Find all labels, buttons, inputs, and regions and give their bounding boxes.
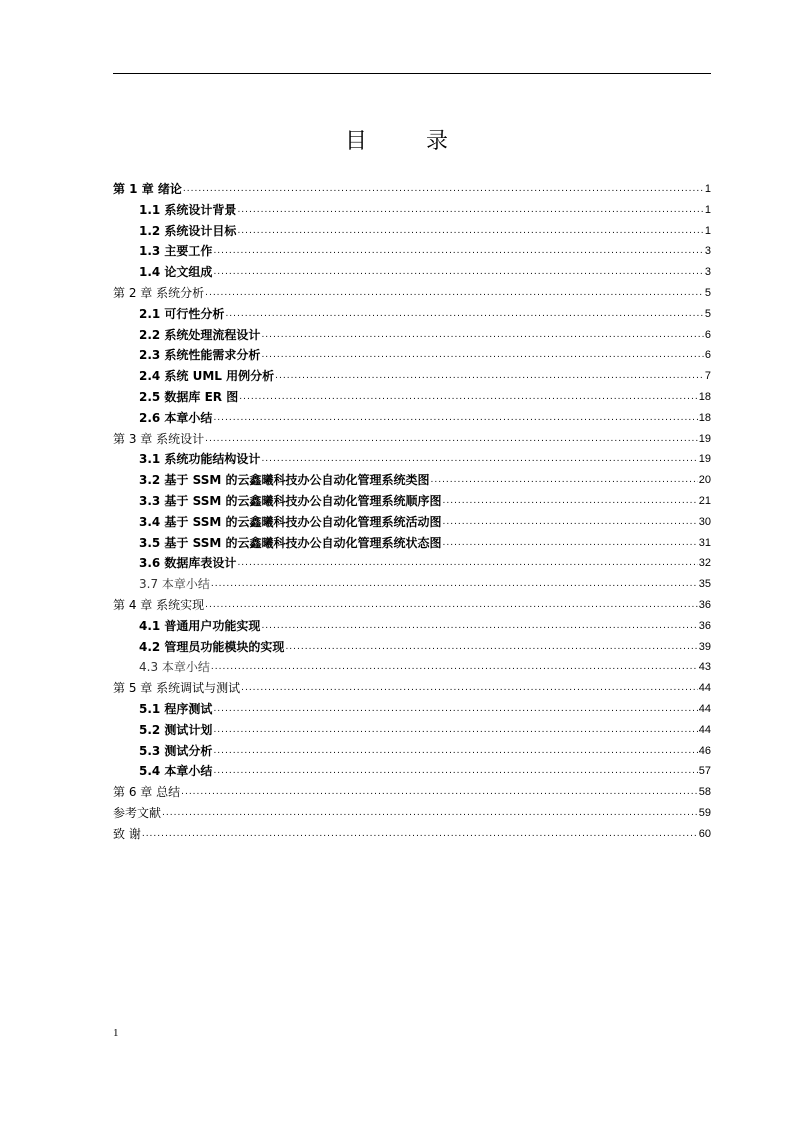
page-title: 目 录 — [345, 129, 474, 154]
toc-dot-leader — [211, 657, 698, 678]
toc-entry[interactable] — [113, 574, 711, 595]
toc-entry[interactable] — [113, 470, 711, 491]
toc-entry-page: 21 — [698, 494, 711, 507]
toc-entry[interactable] — [113, 179, 711, 200]
toc-dot-leader — [205, 429, 698, 450]
toc-entry-page: 60 — [698, 827, 711, 840]
toc-entry-page: 5 — [704, 286, 711, 299]
toc-entry-title: 2.6 本章小结 — [139, 410, 213, 425]
toc-dot-leader — [241, 678, 698, 699]
toc-dot-leader — [261, 325, 703, 346]
toc-entry-title: 3.6 数据库表设计 — [139, 556, 237, 571]
toc-dot-leader — [205, 283, 704, 304]
toc-entry-page: 57 — [698, 765, 711, 778]
toc-dot-leader — [213, 761, 697, 782]
toc-entry[interactable] — [113, 408, 711, 429]
toc-entry-page: 36 — [698, 598, 711, 611]
toc-entry-title: 5.3 测试分析 — [139, 743, 213, 758]
toc-entry[interactable] — [113, 637, 711, 658]
toc-entry[interactable] — [113, 241, 711, 262]
toc-dot-leader — [285, 637, 697, 658]
toc-entry-title: 3.5 基于 SSM 的云鑫曦科技办公自动化管理系统状态图 — [139, 535, 442, 550]
toc-entry-title: 5.4 本章小结 — [139, 764, 213, 779]
toc-entry-title: 4.1 普通用户功能实现 — [139, 618, 261, 633]
toc-entry[interactable] — [113, 803, 711, 824]
toc-dot-leader — [183, 179, 704, 200]
toc-entry-title: 第 2 章 系统分析 — [113, 285, 205, 300]
toc-entry[interactable] — [113, 595, 711, 616]
toc-entry-page: 6 — [704, 328, 711, 341]
toc-entry[interactable] — [113, 720, 711, 741]
toc-entry-page: 59 — [698, 806, 711, 819]
toc-dot-leader — [442, 533, 697, 554]
toc-entry-title: 第 3 章 系统设计 — [113, 431, 205, 446]
toc-entry-title: 3.7 本章小结 — [139, 577, 210, 592]
toc-dot-leader — [162, 803, 698, 824]
toc-dot-leader — [213, 699, 697, 720]
toc-entry-page: 44 — [698, 682, 711, 695]
toc-entry-title: 2.2 系统处理流程设计 — [139, 327, 261, 342]
toc-dot-leader — [275, 366, 704, 387]
toc-entry-page: 19 — [698, 453, 711, 466]
toc-entry[interactable] — [113, 491, 711, 512]
toc-dot-leader — [237, 200, 703, 221]
toc-entry[interactable] — [113, 449, 711, 470]
toc-entry-page: 36 — [698, 619, 711, 632]
toc-entry[interactable] — [113, 429, 711, 450]
toc-entry[interactable] — [113, 782, 711, 803]
toc-entry-title: 5.1 程序测试 — [139, 701, 213, 716]
toc-entry[interactable] — [113, 741, 711, 762]
toc-entry-page: 3 — [704, 266, 711, 279]
toc-entry-title: 4.3 本章小结 — [139, 660, 210, 675]
toc-entry-page: 6 — [704, 349, 711, 362]
toc-entry[interactable] — [113, 304, 711, 325]
toc-entry[interactable] — [113, 678, 711, 699]
toc-entry-page: 30 — [698, 515, 711, 528]
toc-entry[interactable] — [113, 533, 711, 554]
toc-dot-leader — [237, 221, 703, 242]
toc-entry-page: 5 — [704, 307, 711, 320]
toc-entry-page: 31 — [698, 536, 711, 549]
toc-dot-leader — [261, 449, 697, 470]
toc-entry[interactable] — [113, 387, 711, 408]
toc-entry-title: 2.1 可行性分析 — [139, 306, 225, 321]
toc-dot-leader — [442, 491, 697, 512]
toc-entry[interactable] — [113, 325, 711, 346]
toc-entry-page: 43 — [698, 661, 711, 674]
toc-entry-title: 致 谢 — [113, 826, 141, 841]
toc-entry[interactable] — [113, 283, 711, 304]
toc-dot-leader — [261, 616, 697, 637]
toc-entry-title: 1.1 系统设计背景 — [139, 202, 237, 217]
toc-entry-title: 1.4 论文组成 — [139, 265, 213, 280]
toc-entry-page: 19 — [698, 432, 711, 445]
toc-entry[interactable] — [113, 200, 711, 221]
header-rule — [113, 73, 711, 74]
toc-entry-page: 18 — [698, 411, 711, 424]
toc-entry-title: 第 5 章 系统调试与测试 — [113, 681, 241, 696]
toc-entry[interactable] — [113, 553, 711, 574]
toc-entry-page: 1 — [704, 224, 711, 237]
toc-dot-leader — [213, 262, 703, 283]
toc-entry-page: 1 — [704, 203, 711, 216]
toc-entry-title: 3.3 基于 SSM 的云鑫曦科技办公自动化管理系统顺序图 — [139, 493, 442, 508]
toc-entry-page: 39 — [698, 640, 711, 653]
toc-dot-leader — [205, 595, 698, 616]
toc-entry-title: 4.2 管理员功能模块的实现 — [139, 639, 285, 654]
toc-entry-title: 5.2 测试计划 — [139, 722, 213, 737]
toc-entry-title: 2.4 系统 UML 用例分析 — [139, 369, 275, 384]
toc-entry[interactable] — [113, 616, 711, 637]
toc-entry-page: 7 — [704, 370, 711, 383]
toc-entry-title: 3.2 基于 SSM 的云鑫曦科技办公自动化管理系统类图 — [139, 473, 430, 488]
toc-entry-page: 18 — [698, 390, 711, 403]
toc-entry-title: 第 6 章 总结 — [113, 785, 181, 800]
footer-page-number: 1 — [113, 1027, 119, 1039]
toc-entry-title: 1.2 系统设计目标 — [139, 223, 237, 238]
toc-entry[interactable] — [113, 512, 711, 533]
toc-entry[interactable] — [113, 366, 711, 387]
toc-entry-title: 第 4 章 系统实现 — [113, 597, 205, 612]
toc-dot-leader — [442, 512, 697, 533]
toc-entry-title: 3.4 基于 SSM 的云鑫曦科技办公自动化管理系统活动图 — [139, 514, 442, 529]
toc-entry-page: 44 — [698, 702, 711, 715]
toc-entry-title: 1.3 主要工作 — [139, 244, 213, 259]
toc-entry-title: 参考文献 — [113, 805, 162, 820]
toc-entry-page: 20 — [698, 474, 711, 487]
toc-entry[interactable] — [113, 699, 711, 720]
table-of-contents — [113, 179, 711, 845]
toc-entry[interactable] — [113, 345, 711, 366]
toc-entry[interactable] — [113, 657, 711, 678]
toc-dot-leader — [211, 574, 698, 595]
toc-dot-leader — [225, 304, 703, 325]
toc-dot-leader — [237, 553, 697, 574]
toc-dot-leader — [181, 782, 698, 803]
toc-entry-page: 46 — [698, 744, 711, 757]
toc-entry-title: 第 1 章 绪论 — [113, 182, 182, 196]
toc-dot-leader — [213, 408, 697, 429]
toc-entry-page: 58 — [698, 786, 711, 799]
toc-entry[interactable] — [113, 824, 711, 845]
toc-entry-page: 32 — [698, 557, 711, 570]
toc-entry[interactable] — [113, 221, 711, 242]
toc-dot-leader — [213, 241, 703, 262]
toc-dot-leader — [213, 741, 697, 762]
toc-entry-page: 44 — [698, 723, 711, 736]
toc-entry-page: 3 — [704, 245, 711, 258]
toc-dot-leader — [213, 720, 697, 741]
toc-dot-leader — [142, 824, 698, 845]
toc-entry-title: 2.3 系统性能需求分析 — [139, 348, 261, 363]
toc-dot-leader — [261, 345, 703, 366]
toc-entry-title: 3.1 系统功能结构设计 — [139, 452, 261, 467]
toc-entry-page: 1 — [704, 183, 711, 195]
toc-entry[interactable] — [113, 761, 711, 782]
toc-entry-title: 2.5 数据库 ER 图 — [139, 389, 239, 404]
toc-entry[interactable] — [113, 262, 711, 283]
toc-dot-leader — [239, 387, 698, 408]
toc-dot-leader — [430, 470, 697, 491]
toc-entry-page: 35 — [698, 578, 711, 591]
